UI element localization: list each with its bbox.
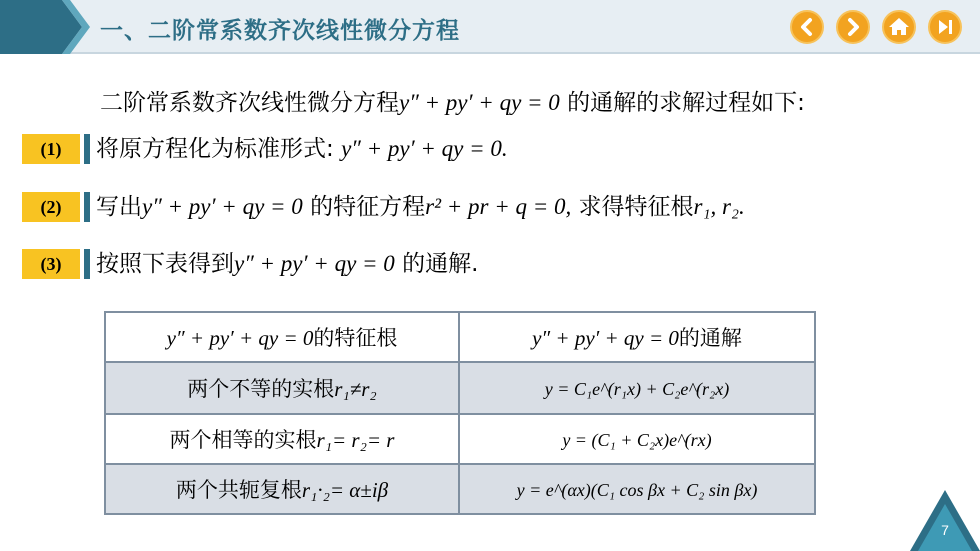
slide-title: 一、二阶常系数齐次线性微分方程: [100, 18, 460, 44]
table-cell: [105, 414, 459, 464]
intro-equation: y″ + py′ + qy = 0: [399, 90, 560, 115]
previous-button[interactable]: [790, 10, 824, 44]
header-divider: [0, 52, 980, 54]
skip-to-end-icon: [930, 12, 960, 42]
page-number: 7: [941, 522, 949, 538]
table-header-cell: [105, 312, 459, 362]
table-cell: [105, 362, 459, 414]
intro-suffix: 的通解的求解过程如下:: [567, 90, 805, 116]
step-badge: (1): [22, 134, 80, 164]
characteristic-roots: r₁, r₂.: [693, 194, 745, 219]
step-bar: [84, 134, 90, 164]
table-cell: [459, 362, 815, 414]
step-3-suffix: 的通解.: [402, 251, 479, 277]
chevron-left-icon: [792, 12, 822, 42]
step-badge: (3): [22, 249, 80, 279]
root-type: 两个不等的实根: [187, 377, 335, 401]
header-text: 的通解: [678, 326, 742, 350]
root-condition: r₁·₂= α±iβ: [301, 478, 389, 502]
chevron-right-icon: [838, 12, 868, 42]
solution-table: [104, 311, 816, 515]
intro-text: 二阶常系数齐次线性微分方程: [100, 90, 399, 116]
table-cell: [459, 464, 815, 514]
header-arrow-decoration: [0, 0, 90, 54]
step-bar: [84, 192, 90, 222]
table-header-row: [105, 312, 815, 362]
home-button[interactable]: [882, 10, 916, 44]
characteristic-equation: r² + pr + q = 0,: [425, 194, 572, 219]
slide-header: [0, 0, 980, 56]
step-1-text: 将原方程化为标准形式:: [96, 136, 334, 162]
step-1-equation: y″ + py′ + qy = 0.: [341, 136, 508, 161]
end-button[interactable]: [928, 10, 962, 44]
page-corner-decoration: [910, 490, 980, 551]
home-icon: [884, 12, 914, 42]
root-condition: r₁≠r₂: [334, 377, 377, 401]
general-solution: y = C₁e^(r₁x) + C₂e^(r₂x): [544, 379, 730, 399]
step-2-prefix: 写出: [96, 194, 142, 220]
next-button[interactable]: [836, 10, 870, 44]
step-3-equation: y″ + py′ + qy = 0: [234, 251, 395, 276]
general-solution: y = (C₁ + C₂x)e^(rx): [562, 430, 712, 450]
step-text: [96, 192, 745, 222]
step-bar: [84, 249, 90, 279]
table-cell: [105, 464, 459, 514]
table-header-cell: [459, 312, 815, 362]
step-text: [96, 134, 508, 164]
table-row: [105, 464, 815, 514]
intro-sentence: [100, 84, 805, 117]
table-row: [105, 414, 815, 464]
step-2-suffix: 求得特征根: [578, 194, 694, 220]
step-3-prefix: 按照下表得到: [96, 251, 234, 277]
step-badge: (2): [22, 192, 80, 222]
header-equation: y″ + py′ + qy = 0: [532, 326, 679, 350]
root-condition: r₁= r₂= r: [316, 428, 395, 452]
root-type: 两个相等的实根: [169, 428, 317, 452]
step-2-middle: 的特征方程: [310, 194, 426, 220]
root-type: 两个共轭复根: [175, 478, 302, 502]
header-text: 的特征根: [313, 326, 398, 350]
header-equation: y″ + py′ + qy = 0: [166, 326, 314, 350]
table-row: [105, 362, 815, 414]
step-text: [96, 249, 478, 279]
step-2-equation: y″ + py′ + qy = 0: [142, 194, 303, 219]
table-cell: [459, 414, 815, 464]
general-solution: y = e^(αx)(C₁ cos βx + C₂ sin βx): [516, 480, 758, 500]
